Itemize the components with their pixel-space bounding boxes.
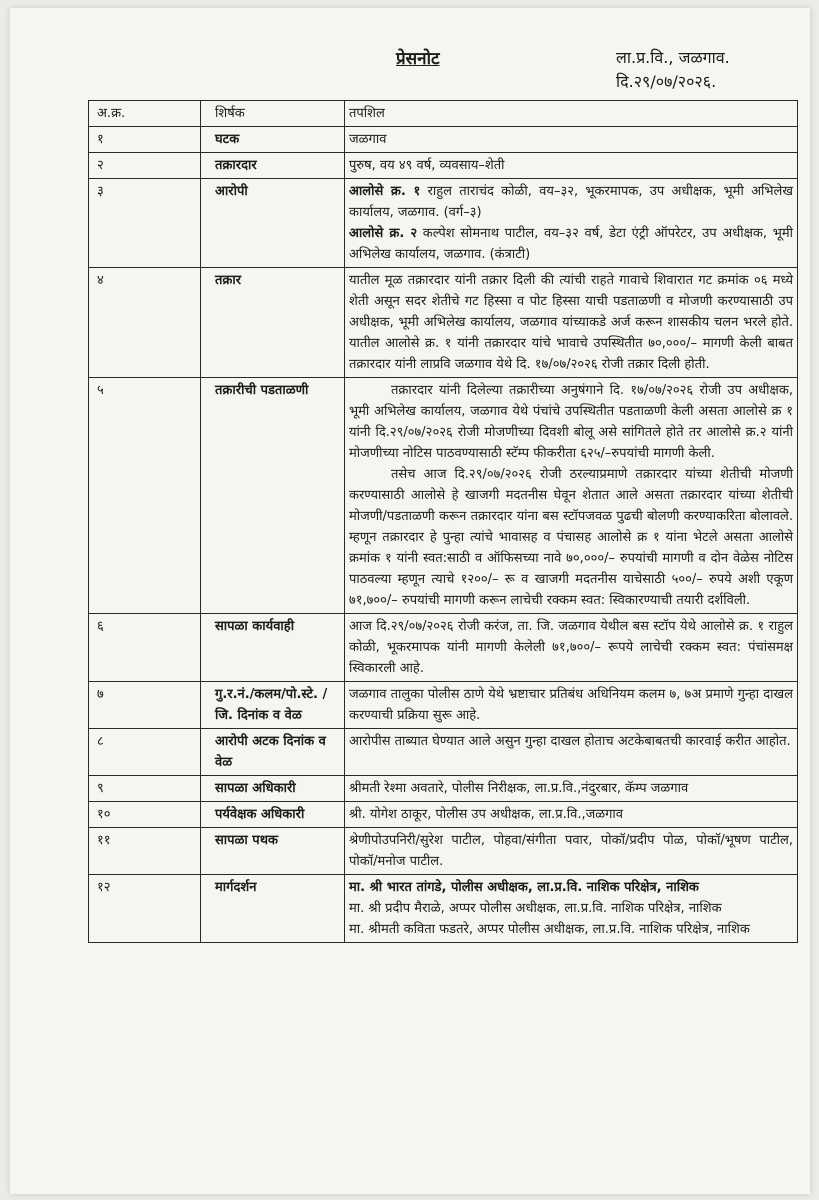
verification-paragraph: तक्रारदार यांनी दिलेल्या तक्रारीच्या अनुषंगाने दि. १७/०७/२०२६ रोजी उप अधीक्षक, भूमी अभिलेख कार्यालय, जळगाव येथे पंचांचे उपस्थितीत पडताळणी केली असता आलोसे क्र १ यांनी दि.२९/०७/२०२६ रोजी मोजणीच्या दिवशी बोलू असे सांगितले होते तर आलोसे क्र.२ यांनी मोजणीच्या नोटिस पाठवण्यासाठी स्टॅम्प फीकरीता ६२५/–रुपयांची मागणी केली. — [349, 383, 793, 461]
accused-1 — [349, 181, 793, 223]
row-detail — [345, 378, 798, 614]
row-detail — [345, 875, 798, 943]
row-heading: सापळा कार्यवाही — [201, 614, 345, 682]
table-row — [89, 729, 798, 776]
row-detail: श्रीमती रेश्मा अवतारे, पोलीस निरीक्षक, ला.प्र.वि.,नंदुरबार, कॅम्प जळगाव — [345, 776, 798, 802]
table-row — [89, 875, 798, 943]
row-number: ५ — [89, 378, 201, 614]
verification-paragraph: तसेच आज दि.२९/०७/२०२६ रोजी ठरल्याप्रमाणे तक्रारदार यांच्या शेतीची मोजणी करण्यासाठी आलोसे हे खाजगी मदतनीस घेवून शेतात आले असता तक्रारदार यांच्या शेतीची मोजणी/पडताळणी करून तक्रारदार यांना बस स्टॉपजवळ पुढची बोलणी करण्याकरिता बोलावले. म्हणून तक्रारदार हे पुन्हा त्यांचे भावासह व पंचासह आलोसे क्र १ यांना भेटले असता आलोसे क्रमांक १ यांनी स्वत:साठी व ऑफिसच्या नावे ७०,०००/– रुपयांची मागणी व दोन वेळेस नोटिस पाठवल्या म्हणून त्याचे १२००/– रू व खाजगी मदतनीस याचेसाठी ५००/– रुपये अशी एकूण ७१,७००/– रुपयांची मागणी करून लाचेची रक्कम स्वत: स्विकारण्याची तयारी दर्शविली. — [349, 467, 793, 608]
row-heading: पर्यवेक्षक अधिकारी — [201, 802, 345, 828]
row-detail: जळगाव — [345, 127, 798, 153]
table-row — [89, 802, 798, 828]
row-detail: आरोपीस ताब्यात घेण्यात आले असुन गुन्हा दाखल होताच अटकेबाबतची कारवाई करीत आहोत. — [345, 729, 798, 776]
guidance-officer-3: मा. श्रीमती कविता फडतरे, अप्पर पोलीस अधीक्षक, ला.प्र.वि. नाशिक परिक्षेत्र, नाशिक — [349, 922, 750, 937]
guidance-officer-2: मा. श्री प्रदीप मैराळे, अप्पर पोलीस अधीक्षक, ला.प्र.वि. नाशिक परिक्षेत्र, नाशिक — [349, 901, 722, 916]
row-heading: तक्रार — [201, 268, 345, 378]
row-number: २ — [89, 153, 201, 179]
row-number: ३ — [89, 179, 201, 268]
row-number: ११ — [89, 828, 201, 875]
row-detail: श्रेणीपोउपनिरी/सुरेश पाटील, पोहवा/संगीता पवार, पोकॉ/प्रदीप पोळ, पोकॉ/भूषण पाटील, पोकॉ/मनोज पाटील. — [345, 828, 798, 875]
table-row — [89, 153, 798, 179]
row-detail: आज दि.२९/०७/२०२६ रोजी करंज, ता. जि. जळगाव येथील बस स्टॉप येथे आलोसे क्र. १ राहुल कोळी, भूकरमापक यांनी मागणी केलेली ७१,७००/– रूपये लाचेची रक्कम स्वत: पंचांसमक्ष स्विकारली आहे. — [345, 614, 798, 682]
table-row — [89, 614, 798, 682]
row-number: ६ — [89, 614, 201, 682]
row-detail: श्री. योगेश ठाकूर, पोलीस उप अधीक्षक, ला.प्र.वि.,जळगाव — [345, 802, 798, 828]
row-number: १२ — [89, 875, 201, 943]
table-header-row — [89, 101, 798, 127]
row-number: १० — [89, 802, 201, 828]
row-detail: पुरुष, वय ४९ वर्ष, व्यवसाय–शेती — [345, 153, 798, 179]
table-row — [89, 268, 798, 378]
row-heading: आरोपी अटक दिनांक व वेळ — [201, 729, 345, 776]
row-heading: तक्रारीची पडताळणी — [201, 378, 345, 614]
table-row — [89, 828, 798, 875]
row-heading: मार्गदर्शन — [201, 875, 345, 943]
guidance-officer-1: मा. श्री भारत तांगडे, पोलीस अधीक्षक, ला.प्र.वि. नाशिक परिक्षेत्र, नाशिक — [349, 880, 699, 895]
row-number: ९ — [89, 776, 201, 802]
table-row — [89, 776, 798, 802]
row-number: ४ — [89, 268, 201, 378]
row-detail: जळगाव तालुका पोलीस ठाणे येथे भ्रष्टाचार प्रतिबंध अधिनियम कलम ७, ७अ प्रमाणे गुन्हा दाखल करण्याची प्रक्रिया सुरू आहे. — [345, 682, 798, 729]
table-row — [89, 682, 798, 729]
accused-1-label: आलोसे क्र. १ — [349, 184, 421, 199]
document-title: प्रेसनोट — [396, 49, 440, 69]
press-note-table — [88, 100, 798, 943]
row-heading: आरोपी — [201, 179, 345, 268]
row-detail: यातील मूळ तक्रारदार यांनी तक्रार दिली की त्यांची राहते गावाचे शिवारात गट क्रमांक ०६ मध्ये शेती असून सदर शेतीचे गट हिस्सा व पोट हिस्सा याची पडताळणी व मोजणी करण्यासाठी उप अधीक्षक, भूमी अभिलेख कार्यालय, जळगाव यांच्याकडे अर्ज करून शासकीय चलन भरले होते. यातील आलोसे क्र. १ यांनी तक्रारदार यांचे भावाचे उपस्थितीत ७०,०००/– मागणी केली बाबत तक्रारदार यांनी लाप्रवि जळगाव येथे दि. १७/०७/२०२६ रोजी तक्रार दिली होती. — [345, 268, 798, 378]
document-date: दि.२९/०७/२०२६. — [616, 72, 717, 91]
row-number: ७ — [89, 682, 201, 729]
row-heading: गु.र.नं./कलम/पो.स्टे. /जि. दिनांक व वेळ — [201, 682, 345, 729]
column-header-title: शिर्षक — [201, 101, 345, 127]
column-header-detail: तपशिल — [345, 101, 798, 127]
accused-2-label: आलोसे क्र. २ — [349, 226, 418, 241]
row-heading: सापळा अधिकारी — [201, 776, 345, 802]
table-row — [89, 378, 798, 614]
table-row — [89, 127, 798, 153]
row-heading: घटक — [201, 127, 345, 153]
row-detail — [345, 179, 798, 268]
row-number: १ — [89, 127, 201, 153]
column-header-serial: अ.क्र. — [89, 101, 201, 127]
row-number: ८ — [89, 729, 201, 776]
table-row — [89, 179, 798, 268]
office-name: ला.प्र.वि., जळगाव. — [616, 48, 730, 67]
row-heading: सापळा पथक — [201, 828, 345, 875]
row-heading: तक्रारदार — [201, 153, 345, 179]
accused-2-details: कल्पेश सोमनाथ पाटील, वय–३२ वर्ष, डेटा एंट्री ऑपरेटर, उप अधीक्षक, भूमी अभिलेख कार्यालय, जळगाव. (कंत्राटी) — [349, 226, 793, 262]
accused-1-details: राहुल ताराचंद कोळी, वय–३२, भूकरमापक, उप अधीक्षक, भूमी अभिलेख कार्यालय, जळगाव. (वर्ग–३) — [349, 184, 793, 220]
accused-2 — [349, 223, 793, 265]
